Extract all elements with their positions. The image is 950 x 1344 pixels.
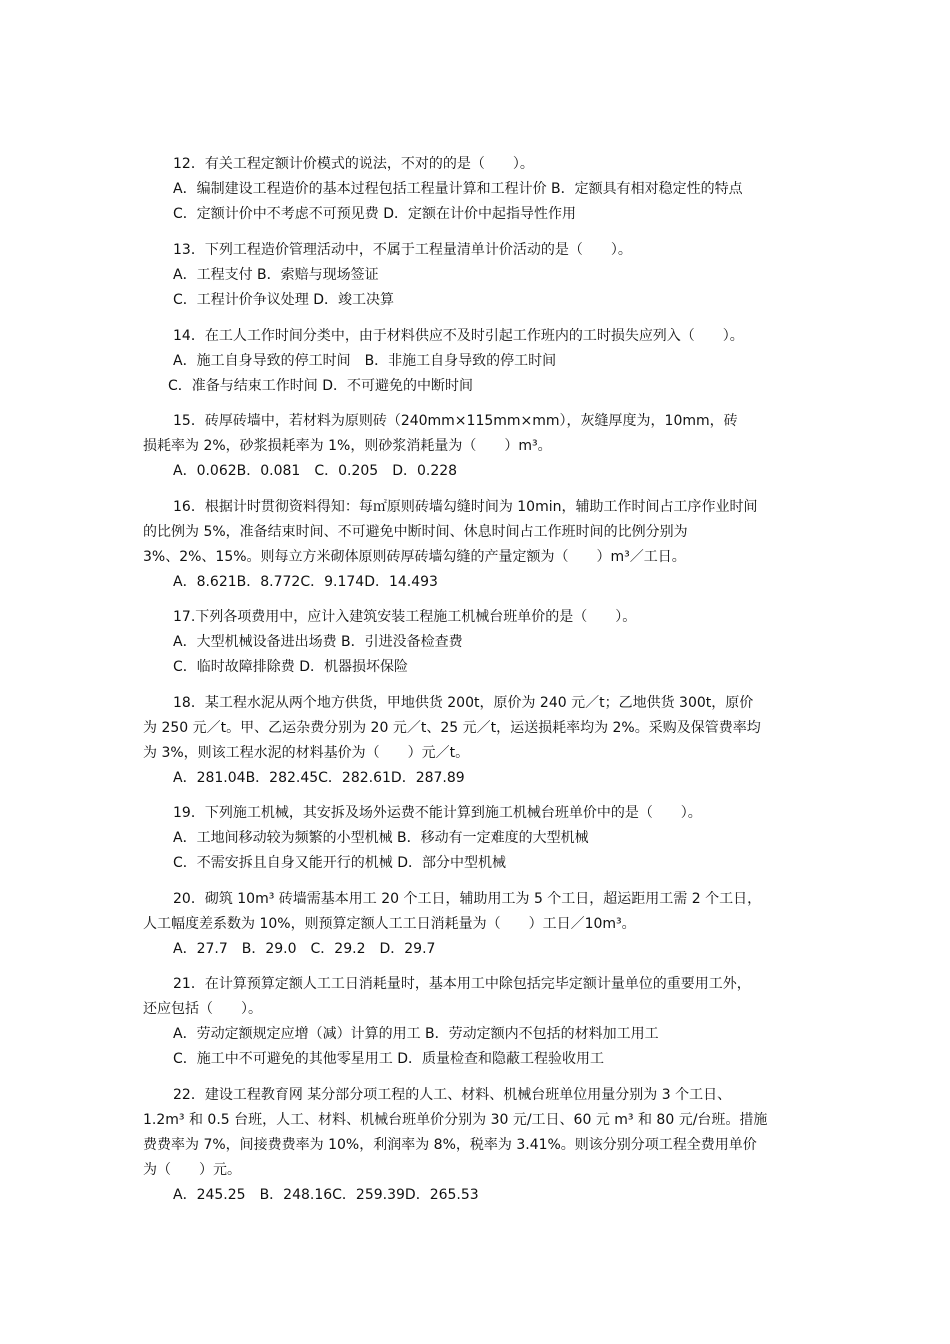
question-option: A．245.25 B．248.16C．259.39D．265.53 (173, 1187, 479, 1203)
question-option: A．工地间移动较为频繁的小型机械 B．移动有一定难度的大型机械 (173, 830, 589, 846)
question-option: C．临时故障排除费 D．机器损坏保险 (173, 659, 409, 675)
question-stem: 19．下列施工机械，其安拆及场外运费不能计算到施工机械台班单价中的是（ ）。 (173, 805, 702, 821)
question-stem: 12．有关工程定额计价模式的说法，不对的的是（ ）。 (173, 156, 534, 172)
question-stem-line: 还应包括（ ）。 (143, 1001, 262, 1017)
question-stem-line: 为 3%，则该工程水泥的材料基价为（ ）元／t。 (143, 745, 470, 761)
question-stem-line: 为 250 元／t。甲、乙运杂费分别为 20 元／t、25 元／t，运送损耗率均为 2%。采购及保管费率均 (143, 720, 761, 736)
question-option: A．工程支付 B．索赔与现场签证 (173, 267, 379, 283)
question-option: C．准备与结束工作时间 D．不可避免的中断时间 (168, 378, 474, 394)
question-option: A．编制建设工程造价的基本过程包括工程量计算和工程计价 B．定额具有相对稳定性的特点 (173, 181, 743, 197)
question-12 (143, 152, 808, 227)
question-stem-line: 20．砌筑 10m³ 砖墙需基本用工 20 个工日，辅助用工为 5 个工日，超运距用工需 2 个工日， (173, 891, 762, 907)
question-stem-line: 21．在计算预算定额人工工日消耗量时，基本用工中除包括完毕定额计量单位的重要用工外， (173, 976, 751, 992)
question-option: A．施工自身导致的停工时间 B．非施工自身导致的停工时间 (173, 353, 557, 369)
question-option: A．0.062B．0.081 C．0.205 D．0.228 (173, 463, 458, 479)
question-17 (143, 605, 808, 680)
question-21 (143, 972, 808, 1072)
question-16 (143, 495, 808, 595)
question-option: C．不需安拆且自身又能开行的机械 D．部分中型机械 (173, 855, 507, 871)
question-stem-line: 22．建设工程教育网 某分部分项工程的人工、材料、机械台班单位用量分别为 3 个工日、 (173, 1087, 732, 1103)
question-stem-line: 损耗率为 2%，砂浆损耗率为 1%，则砂浆消耗量为（ ）m³。 (143, 438, 552, 454)
question-stem: 13．下列工程造价管理活动中，不属于工程量清单计价活动的是（ ）。 (173, 242, 632, 258)
question-option: A．281.04B．282.45C．282.61D．287.89 (173, 770, 465, 786)
question-option: C．工程计价争议处理 D．竣工决算 (173, 292, 395, 308)
question-option: A．大型机械设备进出场费 B．引进没备检查费 (173, 634, 463, 650)
question-19 (143, 801, 808, 876)
question-stem-line: 费费率为 7%，间接费费率为 10%，利润率为 8%，税率为 3.41%。则该分别分项工程全费用单价 (143, 1137, 757, 1153)
question-stem-line: 人工幅度差系数为 10%，则预算定额人工工日消耗量为（ ）工日／10m³。 (143, 916, 636, 932)
question-stem-line: 16．根据计时贯彻资料得知：每㎡原则砖墙勾缝时间为 10min，辅助工作时间占工序作业时间 (173, 499, 758, 515)
question-stem: 17.下列各项费用中，应计入建筑安装工程施工机械台班单价的是（ ）。 (173, 609, 637, 625)
question-20 (143, 887, 808, 962)
question-stem-line: 18．某工程水泥从两个地方供货，甲地供货 200t，原价为 240 元／t；乙地供货 300t，原价 (173, 695, 754, 711)
question-13 (143, 238, 808, 313)
question-stem-line: 15．砖厚砖墙中，若材料为原则砖（240mm×115mm×mm），灰缝厚度为，10mm，砖 (173, 413, 738, 429)
question-stem: 14．在工人工作时间分类中，由于材料供应不及时引起工作班内的工时损失应列入（ ）。 (173, 328, 744, 344)
question-option: A．27.7 B．29.0 C．29.2 D．29.7 (173, 941, 436, 957)
question-stem-line: 3%、2%、15%。则每立方米砌体原则砖厚砖墙勾缝的产量定额为（ ）m³／工日。 (143, 549, 686, 565)
question-15 (143, 409, 808, 484)
question-stem-line: 1.2m³ 和 0.5 台班，人工、材料、机械台班单价分别为 30 元/工日、60 元 m³ 和 80 元/台班。措施 (143, 1112, 768, 1128)
question-18 (143, 691, 808, 791)
question-option: A．8.621B．8.772C．9.174D．14.493 (173, 574, 438, 590)
question-stem-line: 为（ ）元。 (143, 1162, 241, 1178)
question-22 (143, 1083, 808, 1208)
question-14 (143, 324, 808, 399)
question-stem-line: 的比例为 5%，准备结束时间、不可避免中断时间、休息时间占工作班时间的比例分别为 (143, 524, 688, 540)
question-option: C．施工中不可避免的其他零星用工 D．质量检查和隐蔽工程验收用工 (173, 1051, 605, 1067)
question-option: C．定额计价中不考虑不可预见费 D．定额在计价中起指导性作用 (173, 206, 577, 222)
question-option: A．劳动定额规定应增（减）计算的用工 B．劳动定额内不包括的材料加工用工 (173, 1026, 659, 1042)
